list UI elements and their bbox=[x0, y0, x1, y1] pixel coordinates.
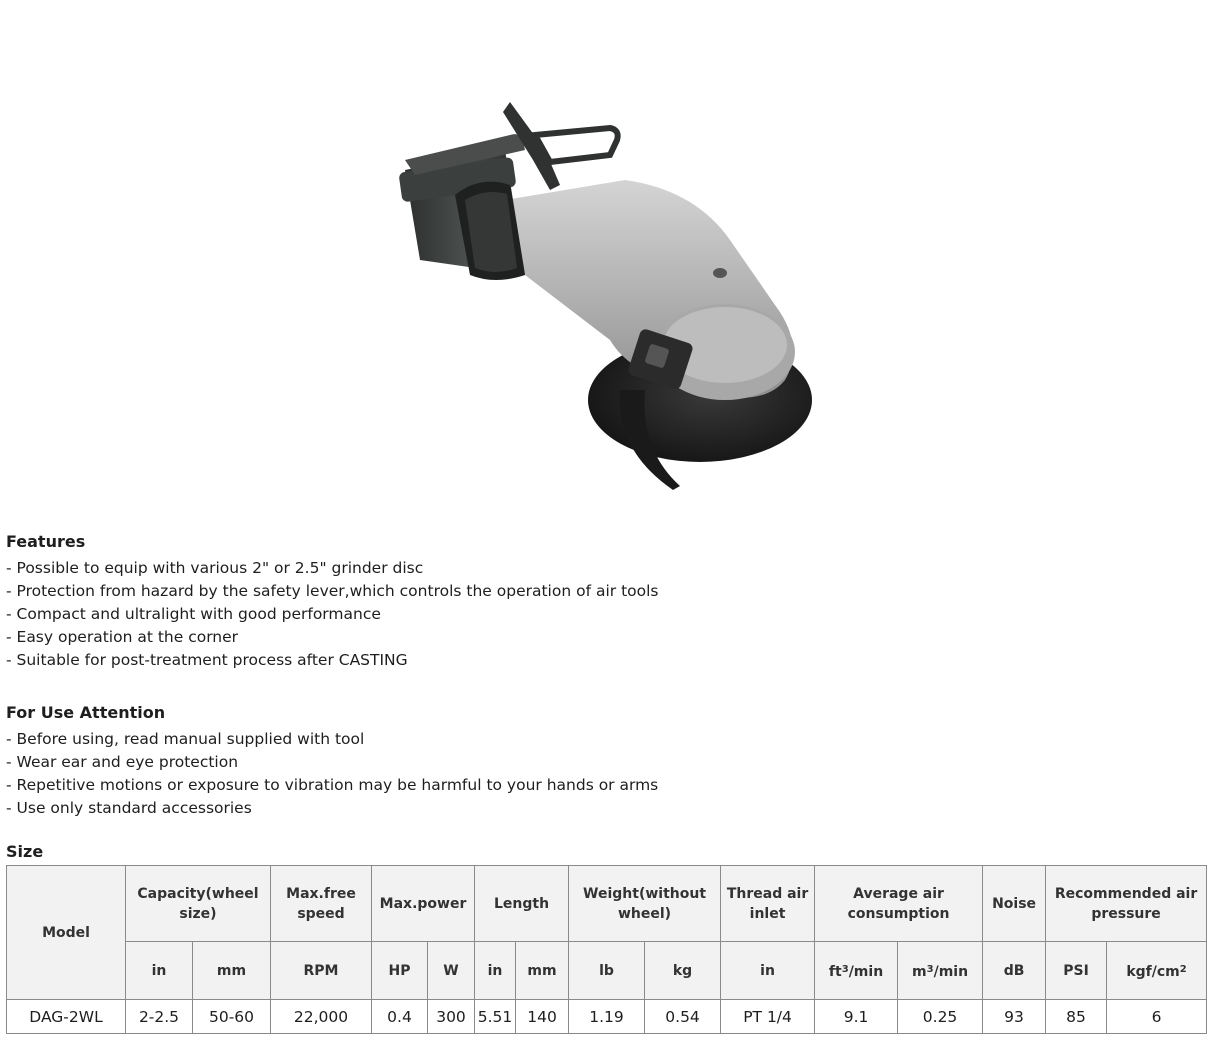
header-max-free-speed: Max.free speed bbox=[271, 866, 372, 942]
list-item: - Protection from hazard by the safety lever,which controls the operation of air tools bbox=[6, 582, 659, 600]
list-item: - Possible to equip with various 2" or 2.5" grinder disc bbox=[6, 559, 424, 577]
cell-w: 300 bbox=[428, 1000, 475, 1034]
list-item: - Compact and ultralight with good performance bbox=[6, 605, 381, 623]
cell-air-ft3: 9.1 bbox=[815, 1000, 898, 1034]
unit-weight-kg: kg bbox=[645, 942, 721, 1000]
cell-hp: 0.4 bbox=[372, 1000, 428, 1034]
cell-model: DAG-2WL bbox=[7, 1000, 126, 1034]
header-thread: Thread air inlet bbox=[721, 866, 815, 942]
features-list bbox=[6, 557, 1206, 672]
cell-length-in: 5.51 bbox=[475, 1000, 516, 1034]
cell-length-mm: 140 bbox=[516, 1000, 569, 1034]
attention-title: For Use Attention bbox=[6, 703, 166, 722]
unit-psi: PSI bbox=[1046, 942, 1107, 1000]
list-item: - Suitable for post-treatment process after CASTING bbox=[6, 651, 408, 669]
unit-rpm: RPM bbox=[271, 942, 372, 1000]
unit-length-mm: mm bbox=[516, 942, 569, 1000]
unit-weight-lb: lb bbox=[569, 942, 645, 1000]
cell-thread: PT 1/4 bbox=[721, 1000, 815, 1034]
features-title: Features bbox=[6, 532, 86, 551]
attention-list bbox=[6, 728, 1206, 820]
header-length: Length bbox=[475, 866, 569, 942]
unit-capacity-mm: mm bbox=[193, 942, 271, 1000]
cell-capacity-in: 2-2.5 bbox=[126, 1000, 193, 1034]
cell-weight-lb: 1.19 bbox=[569, 1000, 645, 1034]
unit-hp: HP bbox=[372, 942, 428, 1000]
unit-w: W bbox=[428, 942, 475, 1000]
cell-kgf: 6 bbox=[1107, 1000, 1207, 1034]
header-air-consumption: Average air consumption bbox=[815, 866, 983, 942]
list-item: - Before using, read manual supplied with tool bbox=[6, 730, 365, 748]
cell-rpm: 22,000 bbox=[271, 1000, 372, 1034]
cell-noise: 93 bbox=[983, 1000, 1046, 1034]
header-air-pressure: Recommended air pressure bbox=[1046, 866, 1207, 942]
features-section bbox=[6, 531, 1206, 672]
attention-section bbox=[6, 702, 1206, 820]
unit-air-ft3: $ft^3/\min$ bbox=[815, 942, 898, 1000]
cell-air-m3: 0.25 bbox=[898, 1000, 983, 1034]
header-model: Model bbox=[7, 866, 126, 1000]
cell-weight-kg: 0.54 bbox=[645, 1000, 721, 1034]
air-angle-grinder-image bbox=[395, 90, 825, 500]
unit-air-m3: $m^3/\min$ bbox=[898, 942, 983, 1000]
cell-psi: 85 bbox=[1046, 1000, 1107, 1034]
size-table bbox=[6, 865, 1207, 1034]
cell-capacity-mm: 50-60 bbox=[193, 1000, 271, 1034]
header-weight: Weight(without wheel) bbox=[569, 866, 721, 942]
list-item: - Easy operation at the corner bbox=[6, 628, 239, 646]
header-capacity: Capacity(wheel size) bbox=[126, 866, 271, 942]
table-row bbox=[7, 1000, 1207, 1034]
unit-length-in: in bbox=[475, 942, 516, 1000]
list-item: - Use only standard accessories bbox=[6, 799, 252, 817]
list-item: - Wear ear and eye protection bbox=[6, 753, 239, 771]
header-max-power: Max.power bbox=[372, 866, 475, 942]
unit-noise-db: dB bbox=[983, 942, 1046, 1000]
unit-thread-in: in bbox=[721, 942, 815, 1000]
unit-kgf: kgf/$cm^2$ bbox=[1107, 942, 1207, 1000]
header-noise: Noise bbox=[983, 866, 1046, 942]
list-item: - Repetitive motions or exposure to vibration may be harmful to your hands or arms bbox=[6, 776, 659, 794]
size-title: Size bbox=[6, 842, 44, 861]
unit-capacity-in: in bbox=[126, 942, 193, 1000]
